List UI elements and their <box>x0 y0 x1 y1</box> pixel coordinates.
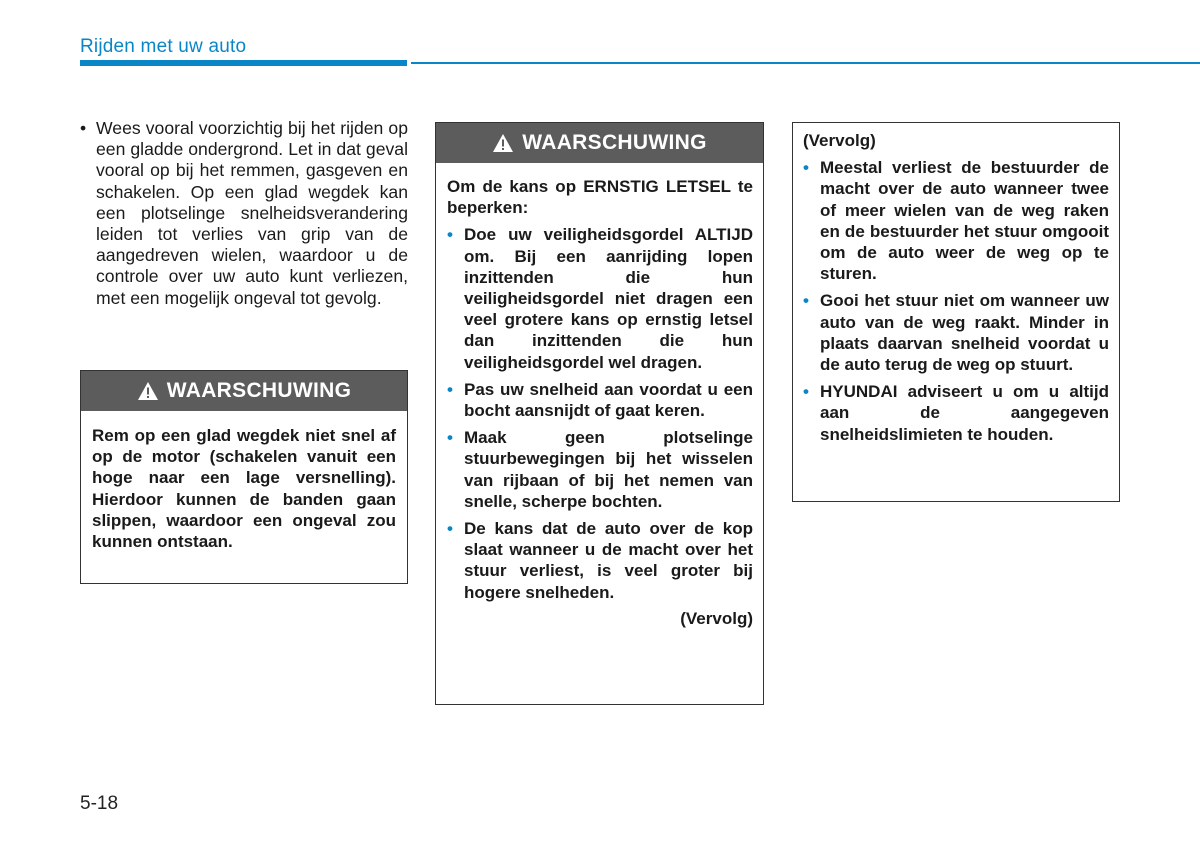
warning-text: Rem op een glad wegdek niet snel af op de motor (schakelen vanuit een hoge naar een lage versnelling). Hierdoor kunnen de banden gaan slippen, waardoor een ongeval zou kunnen ontstaan. <box>92 426 396 552</box>
list-item-text: Maak geen plotselinge stuurbewegingen bij het wisselen van rijbaan of bij het nemen van snelle, scherpe bochten. <box>464 428 753 511</box>
list-item-text: Gooi het stuur niet om wanneer uw auto van de weg raakt. Minder in plaats daarvan snelheid voordat u de auto terug de weg op stuurt. <box>820 291 1109 375</box>
header-rule-thick <box>80 60 407 66</box>
warning-triangle-icon <box>137 381 159 401</box>
warning-box-2 <box>435 122 764 705</box>
bullet-dot: • <box>803 158 809 178</box>
list-item-text: Doe uw veiligheidsgordel ALTIJD om. Bij een aanrijding lopen inzittenden die hun veiligheidsgordel niet dragen een veel grotere kans op ernstig letsel dan inzittenden die hun veiligheidsgordel wel dragen. <box>464 225 753 372</box>
warning-header <box>81 371 407 411</box>
list-item <box>803 290 1109 375</box>
list-item-text: Meestal verliest de bestuurder de macht over de auto wanneer twee of meer wielen van de weg raken en de bestuurder het stuur omgooit om de auto weer de weg op te sturen. <box>820 158 1109 284</box>
bullet-dot: • <box>447 225 453 245</box>
list-item-text: Pas uw snelheid aan voordat u een bocht aansnijdt of gaat keren. <box>464 379 753 421</box>
list-item <box>803 157 1109 284</box>
bullet-dot: • <box>447 379 453 399</box>
left-column-text <box>80 118 408 309</box>
bullet-dot: • <box>803 382 809 402</box>
list-item <box>80 118 408 309</box>
bullet-dot: • <box>803 291 809 311</box>
bullet-dot: • <box>80 118 87 138</box>
warning-title: WAARSCHUWING <box>166 379 352 402</box>
section-title: Rijden met uw auto <box>80 36 247 57</box>
list-item <box>447 518 753 603</box>
continued-heading: (Vervolg) <box>803 131 876 150</box>
warning-triangle-icon <box>492 133 514 153</box>
list-item <box>447 427 753 512</box>
header-rule-thin <box>411 62 1200 64</box>
list-item <box>803 381 1109 445</box>
bullet-dot: • <box>447 519 453 539</box>
bullet-dot: • <box>447 428 453 448</box>
list-item-text: HYUNDAI adviseert u om u altijd aan de aangegeven snelheidslimieten te houden. <box>820 382 1109 444</box>
warning-title: WAARSCHUWING <box>522 131 707 154</box>
list-item-text: De kans dat de auto over de kop slaat wanneer u de macht over het stuur verliest, is veel groter bij hogere snelheden. <box>464 519 753 602</box>
list-item <box>447 379 753 421</box>
warning-box-1 <box>80 370 408 584</box>
page-number: 5-18 <box>80 793 119 814</box>
continued-box <box>792 122 1120 502</box>
warning-header <box>436 123 763 163</box>
continued-note: (Vervolg) <box>680 608 753 628</box>
paragraph: Wees vooral voorzichtig bij het rijden op een gladde ondergrond. Let in dat geval vooral op bij het remmen, gasgeven en schakelen. Op een glad wegdek kan een plotselinge snelheidsverandering leiden tot verlies van grip van de aangedreven wielen, waardoor u de controle over uw auto kunt verliezen, met een mogelijk ongeval tot gevolg. <box>96 118 408 308</box>
warning-body <box>436 163 763 629</box>
list-item <box>447 224 753 372</box>
continued-body <box>793 123 1119 445</box>
warning-intro: Om de kans op ERNSTIG LETSEL te beperken: <box>447 177 753 218</box>
